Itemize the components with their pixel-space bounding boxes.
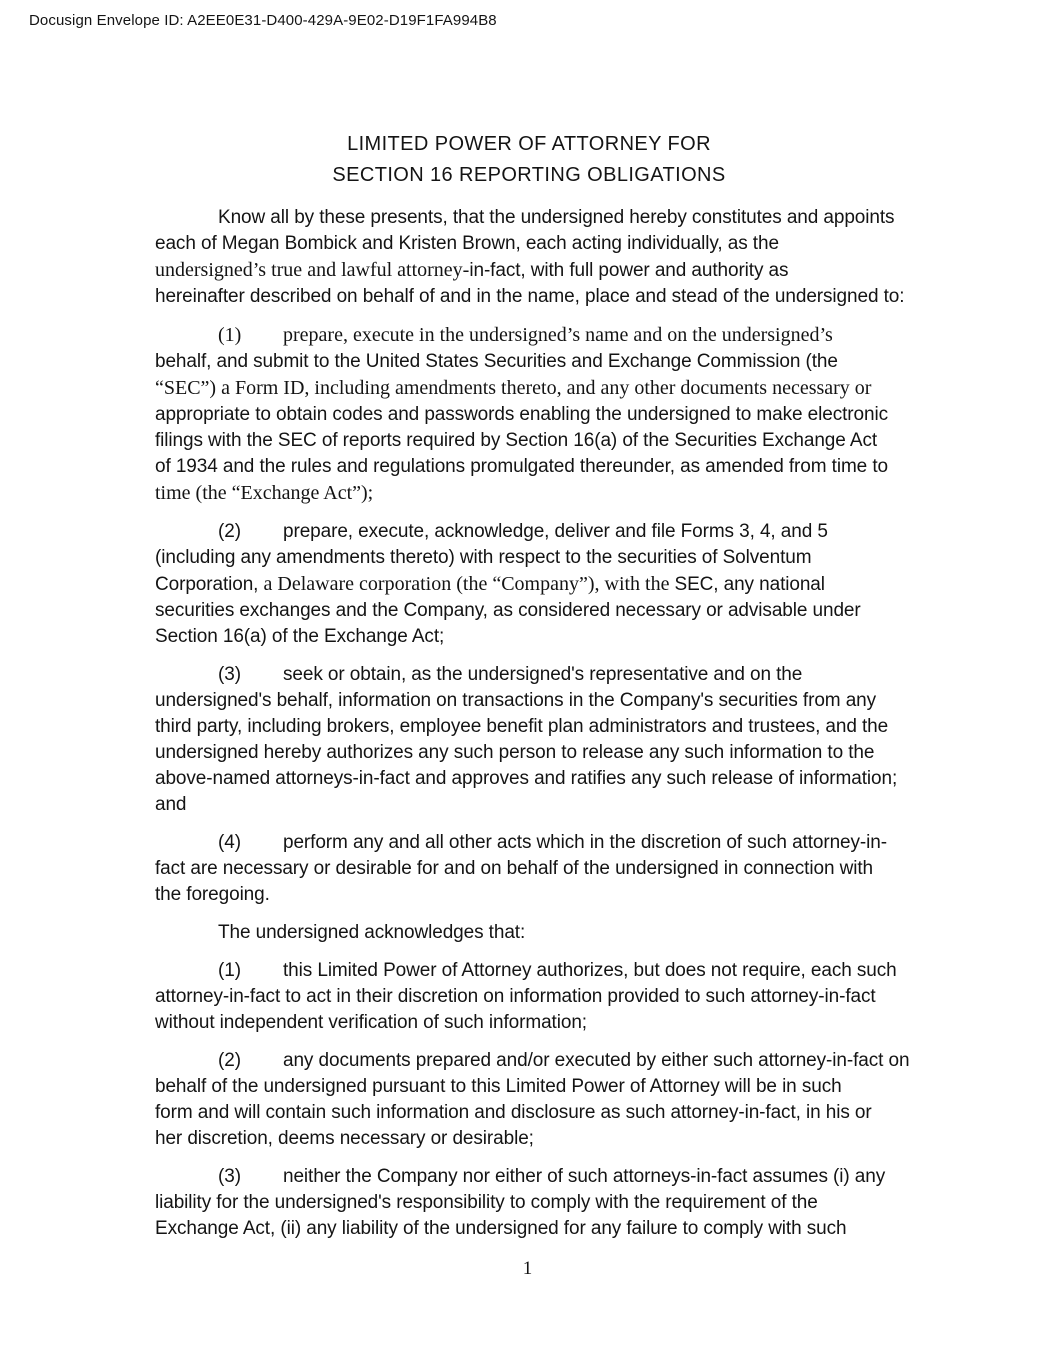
text-line <box>155 428 903 454</box>
text-segment: filings with the SEC of reports required by Section 16(a) of the Securities Exchange Act <box>155 430 878 451</box>
text-line <box>155 1216 903 1242</box>
ack-item-1 <box>155 958 903 1036</box>
text-line <box>155 545 903 571</box>
text-line <box>155 480 903 507</box>
text-segment: (3) <box>218 1166 241 1187</box>
text-segment: (1) <box>218 324 242 346</box>
title-line-1: LIMITED POWER OF ATTORNEY FOR <box>347 133 711 155</box>
text-segment: a Delaware corporation (the “Company”), with the <box>263 573 675 595</box>
text-segment: undersigned hereby authorizes any such person to release any such information to the <box>155 742 875 763</box>
ack-item-2 <box>155 1048 910 1152</box>
text-line <box>155 454 903 480</box>
text-line <box>155 1074 903 1100</box>
text-segment: (4) <box>218 832 241 853</box>
text-segment: fact are necessary or desirable for and on behalf of the undersigned in connection with <box>155 858 873 879</box>
text-segment: The undersigned acknowledges that: <box>218 922 526 943</box>
text-segment: behalf of the undersigned pursuant to this Limited Power of Attorney will be in such <box>155 1076 842 1097</box>
docusign-envelope-id: Docusign Envelope ID: A2EE0E31-D400-429A-9E02-D19F1FA994B8 <box>29 12 497 29</box>
text-line <box>155 856 903 882</box>
text-segment: above-named attorneys-in-fact and approves and ratifies any such release of information; <box>155 768 898 789</box>
text-line <box>155 1010 903 1036</box>
text-line <box>155 1190 903 1216</box>
text-line <box>155 1048 910 1074</box>
text-segment: Section 16(a) of the Exchange Act; <box>155 626 445 647</box>
text-line <box>155 662 903 688</box>
text-segment: without independent verification of such information; <box>155 1012 587 1033</box>
text-segment: liability for the undersigned's responsibility to comply with the requirement of the <box>155 1192 818 1213</box>
power-item-4 <box>155 830 903 908</box>
document-body <box>155 205 910 1242</box>
text-line <box>155 571 903 598</box>
text-line <box>155 205 903 231</box>
text-segment: each of Megan Bombick and Kristen Brown, each acting individually, as the <box>155 233 779 254</box>
text-line <box>155 792 903 818</box>
text-segment: “SEC”) a Form ID, including amendments thereto, and any other documents necessary or <box>155 377 872 399</box>
text-line <box>155 984 903 1010</box>
text-line <box>155 519 903 545</box>
text-segment: this Limited Power of Attorney authorizes, but does not require, each such <box>283 960 897 981</box>
text-segment: neither the Company nor either of such attorneys-in-fact assumes (i) any <box>283 1166 886 1187</box>
text-segment: (3) <box>218 664 241 685</box>
text-line <box>155 740 903 766</box>
text-segment: (2) <box>218 1050 241 1071</box>
text-segment: appropriate to obtain codes and passwords enabling the undersigned to make electronic <box>155 404 888 425</box>
text-segment: and <box>155 794 187 815</box>
text-segment: third party, including brokers, employee benefit plan administrators and trustees, and the <box>155 716 889 737</box>
text-segment: securities exchanges and the Company, as considered necessary or advisable under <box>155 600 861 621</box>
text-segment: perform any and all other acts which in the discretion of such attorney-in- <box>283 832 887 853</box>
power-item-2 <box>155 519 903 650</box>
text-segment: undersigned's behalf, information on transactions in the Company's securities from any <box>155 690 877 711</box>
document-title <box>155 129 903 191</box>
text-segment: prepare, execute in the undersigned’s name and on the undersigned’s <box>283 324 833 346</box>
page-number: 1 <box>522 1258 533 1279</box>
text-line <box>155 375 903 402</box>
power-item-1 <box>155 322 903 507</box>
text-segment: SEC, any national <box>674 574 825 595</box>
text-segment: Know all by these presents, that the undersigned hereby constitutes and appoints <box>218 207 895 228</box>
text-line <box>155 688 903 714</box>
text-line <box>155 402 903 428</box>
text-line <box>155 1126 903 1152</box>
text-line <box>155 830 903 856</box>
text-line <box>155 1164 903 1190</box>
text-segment: time (the “Exchange Act”); <box>155 482 374 504</box>
text-line <box>155 1100 903 1126</box>
text-line <box>155 920 903 946</box>
text-segment: seek or obtain, as the undersigned's representative and on the <box>283 664 803 685</box>
text-line <box>155 882 903 908</box>
text-line <box>155 598 903 624</box>
acknowledgment-heading <box>155 920 903 946</box>
text-line <box>155 958 903 984</box>
text-line <box>155 284 903 310</box>
text-line <box>155 322 903 349</box>
text-segment: behalf, and submit to the United States Securities and Exchange Commission (the <box>155 351 838 372</box>
text-line <box>155 231 903 257</box>
text-line <box>155 714 903 740</box>
text-segment: hereinafter described on behalf of and in the name, place and stead of the undersigned to: <box>155 286 905 307</box>
title-line-2: SECTION 16 REPORTING OBLIGATIONS <box>332 164 726 186</box>
text-segment: of 1934 and the rules and regulations promulgated thereunder, as amended from time to <box>155 456 888 477</box>
text-line <box>155 766 903 792</box>
text-segment: (including any amendments thereto) with respect to the securities of Solventum <box>155 547 812 568</box>
text-segment: prepare, execute, acknowledge, deliver and file Forms 3, 4, and 5 <box>283 521 828 542</box>
text-segment: the foregoing. <box>155 884 270 905</box>
power-item-3 <box>155 662 903 818</box>
text-segment: any documents prepared and/or executed by either such attorney-in-fact on <box>283 1050 910 1071</box>
text-segment: (2) <box>218 521 241 542</box>
text-segment: undersigned’s true and lawful attorney- <box>155 259 470 281</box>
text-line <box>155 257 903 284</box>
document-content <box>155 129 910 1242</box>
text-line <box>155 624 903 650</box>
text-line <box>155 349 903 375</box>
ack-item-3 <box>155 1164 903 1242</box>
preamble <box>155 205 903 310</box>
text-segment: Corporation, <box>155 574 264 595</box>
text-segment: Exchange Act, (ii) any liability of the undersigned for any failure to comply with such <box>155 1218 847 1239</box>
text-segment: attorney-in-fact to act in their discretion on information provided to such attorney-in-fact <box>155 986 876 1007</box>
text-segment: (1) <box>218 960 241 981</box>
text-segment: in-fact, with full power and authority as <box>469 260 789 281</box>
text-segment: form and will contain such information and disclosure as such attorney-in-fact, in his or <box>155 1102 872 1123</box>
text-segment: her discretion, deems necessary or desirable; <box>155 1128 534 1149</box>
